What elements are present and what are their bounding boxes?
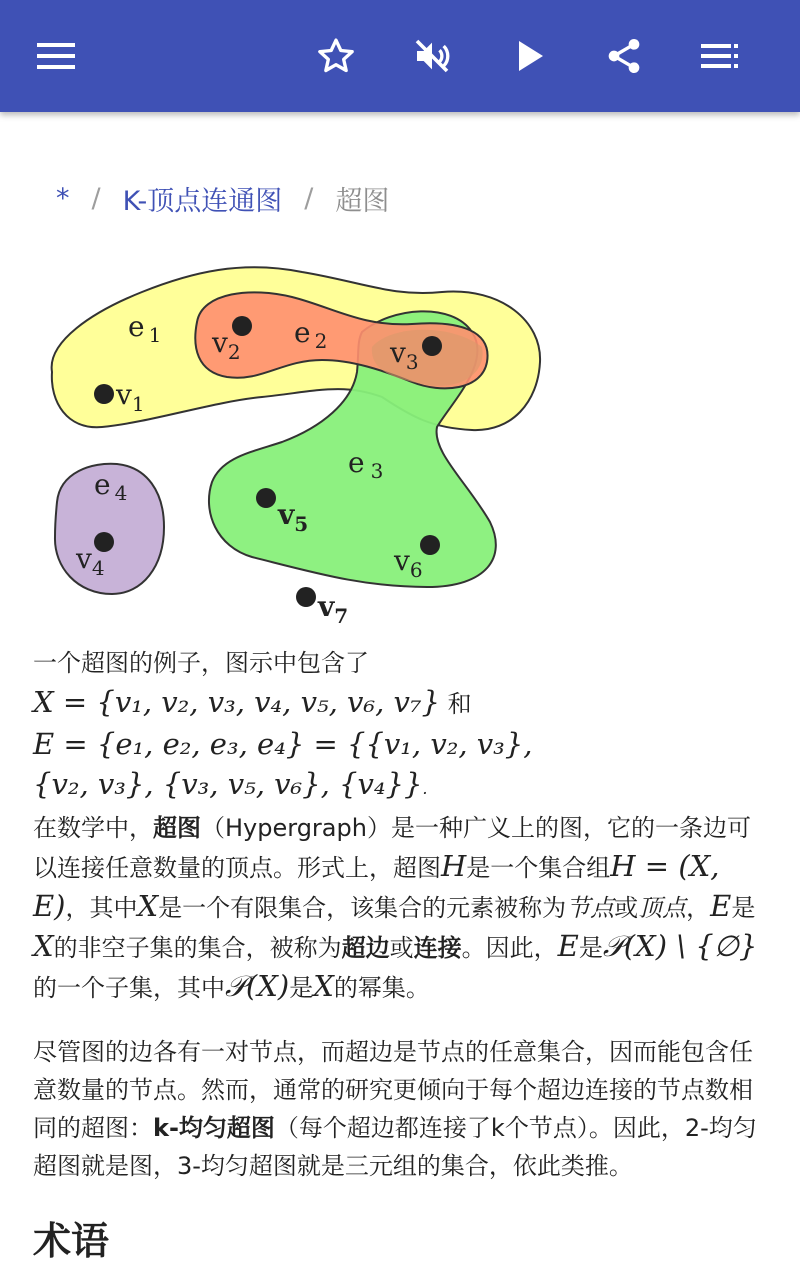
vertex-v4 [94,532,114,552]
section-heading: 术语 [33,1219,110,1263]
figure-caption: 一个超图的例子，图示中包含了 [33,649,369,677]
hamburger-menu-icon[interactable] [28,28,84,84]
vertex-v1 [94,384,114,404]
vertex-v5 [256,488,276,508]
caption-math-e1: E = {e₁, e₂, e₃, e₄} = {{v₁, v₂, v₃}, [33,727,533,761]
share-icon[interactable] [596,28,652,84]
volume-off-icon[interactable] [404,28,460,84]
breadcrumb-home[interactable]: * [56,182,70,214]
edge-label-e2: e $_2$ [294,316,328,353]
edge-label-e4: e $_4$ [94,468,128,505]
paragraph-uniform: 尽管图的边各有一对节点，而超边是节点的任意集合，因而能包含任意数量的节点。然而，通常的研究更倾向于每个超边连接的节点数相同的超图：k-均匀超图（每个超边都连接了k个节点）。因此，2-均匀超图就是图，3-均匀超图就是三元组的集合，依此类推。 [33,1038,757,1180]
term-k-uniform: k-均匀超图 [153,1114,275,1142]
caption-math-e2: {v₂, v₃}, {v₃, v₅, v₆}, {v₄}}. [33,767,428,801]
vertex-label-v4: $v_4$ [76,542,105,580]
breadcrumb-parent[interactable]: K-顶点连通图 [122,185,283,217]
vertex-v3 [422,336,442,356]
paragraph-definition: 在数学中，超图（Hypergraph）是一种广义上的图，它的一条边可以连接任意数量的顶点。形式上，超图H是一个集合组H = (X, E)，其中X是一个有限集合，该集合的元素被称为节点或顶点，E是X的非空子集的集合，被称为超边或连接。因此，E是𝒫(X) \ {∅}的一个子集，其中𝒫(X)是X的幂集。 [33,814,758,1003]
vertex-v2 [232,316,252,336]
vertex-label-v3: $v_3$ [390,336,419,374]
vertex-v6 [420,535,440,555]
hypergraph-figure[interactable] [32,252,572,634]
vertex-label-v1: $v_1$ [116,378,145,416]
edge-label-e3: e $_3$ [348,446,384,483]
article-content [33,644,773,1271]
caption-math-x: X = {v₁, v₂, v₃, v₄, v₅, v₆, v₇} 和 [33,685,472,719]
play-icon[interactable] [502,28,558,84]
breadcrumb-separator: / [91,182,101,214]
edge-label-e1: e $_1$ [128,310,162,347]
vertex-label-v5: $v_5$ [278,498,309,536]
table-of-contents-icon[interactable] [692,28,748,84]
breadcrumb-separator: / [304,182,314,214]
star-outline-icon[interactable] [308,28,364,84]
vertex-label-v6: $v_6$ [394,544,423,582]
vertex-label-v2: $v_2$ [212,326,241,364]
breadcrumb [56,176,389,220]
vertex-v7 [296,587,316,607]
term-hypergraph: 超图 [153,814,201,842]
app-bar [0,0,800,112]
vertex-label-v7: $v_7$ [318,590,349,628]
breadcrumb-current: 超图 [335,185,390,217]
